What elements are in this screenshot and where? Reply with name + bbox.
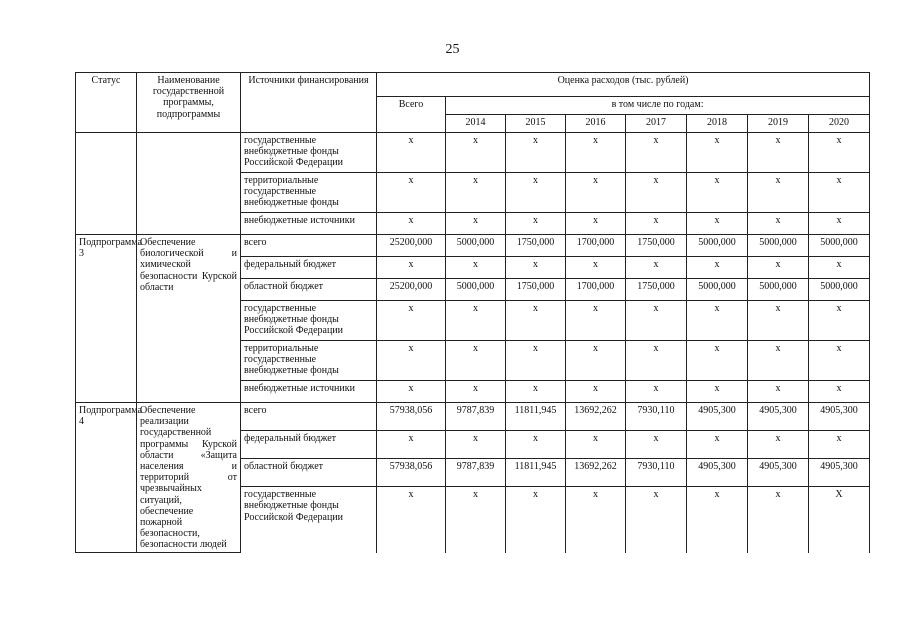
value-cell: x bbox=[506, 213, 566, 235]
program-name-header: Наименование государственной программы, подпрограммы bbox=[137, 73, 241, 133]
value-cell: x bbox=[748, 173, 809, 213]
value-cell: x bbox=[809, 173, 870, 213]
status-header: Статус bbox=[76, 73, 137, 133]
value-cell: x bbox=[506, 381, 566, 403]
funding-source-cell: внебюджетные источники bbox=[241, 381, 377, 403]
value-cell: 7930,110 bbox=[626, 403, 687, 431]
value-cell: x bbox=[446, 487, 506, 553]
value-cell: x bbox=[506, 257, 566, 279]
value-cell: x bbox=[687, 133, 748, 173]
value-cell: x bbox=[687, 301, 748, 341]
value-cell: x bbox=[809, 257, 870, 279]
program-name-cell bbox=[137, 133, 241, 235]
value-cell: 4905,300 bbox=[687, 459, 748, 487]
value-cell: x bbox=[566, 173, 626, 213]
value-cell: x bbox=[748, 213, 809, 235]
value-cell: 5000,000 bbox=[809, 279, 870, 301]
year-header: 2015 bbox=[506, 115, 566, 133]
value-cell: 7930,110 bbox=[626, 459, 687, 487]
funding-source-cell: всего bbox=[241, 403, 377, 431]
value-cell: X bbox=[809, 487, 870, 553]
funding-source-cell: государственные внебюджетные фонды Российской Федерации bbox=[241, 301, 377, 341]
value-cell: x bbox=[446, 381, 506, 403]
funding-source-cell: внебюджетные источники bbox=[241, 213, 377, 235]
value-cell: x bbox=[687, 213, 748, 235]
value-cell: x bbox=[566, 487, 626, 553]
value-cell: x bbox=[687, 341, 748, 381]
value-cell: x bbox=[687, 431, 748, 459]
value-cell: x bbox=[506, 487, 566, 553]
value-cell: x bbox=[506, 341, 566, 381]
value-cell: x bbox=[748, 487, 809, 553]
value-cell: x bbox=[446, 301, 506, 341]
value-cell: x bbox=[748, 431, 809, 459]
value-cell: x bbox=[626, 133, 687, 173]
value-cell: x bbox=[809, 133, 870, 173]
funding-source-cell: федеральный бюджет bbox=[241, 431, 377, 459]
value-cell: 5000,000 bbox=[446, 235, 506, 257]
value-cell: 5000,000 bbox=[809, 235, 870, 257]
value-cell: 5000,000 bbox=[748, 279, 809, 301]
table-row bbox=[76, 403, 870, 431]
value-cell: x bbox=[377, 431, 446, 459]
value-cell: x bbox=[687, 487, 748, 553]
value-cell: x bbox=[626, 381, 687, 403]
value-cell: x bbox=[626, 173, 687, 213]
funding-source-cell: всего bbox=[241, 235, 377, 257]
value-cell: x bbox=[626, 213, 687, 235]
value-cell: 57938,056 bbox=[377, 403, 446, 431]
value-cell: x bbox=[506, 431, 566, 459]
value-cell: 1750,000 bbox=[506, 279, 566, 301]
value-cell: 1750,000 bbox=[626, 235, 687, 257]
funding-source-cell: государственные внебюджетные фонды Российской Федерации bbox=[241, 487, 377, 553]
value-cell: x bbox=[566, 431, 626, 459]
value-cell: 4905,300 bbox=[748, 459, 809, 487]
value-cell: x bbox=[626, 301, 687, 341]
value-cell: 4905,300 bbox=[748, 403, 809, 431]
table-row bbox=[76, 235, 870, 257]
status-cell: Подпрограмма 3 bbox=[76, 235, 137, 403]
value-cell: x bbox=[566, 213, 626, 235]
value-cell: x bbox=[446, 133, 506, 173]
value-cell: x bbox=[566, 341, 626, 381]
funding-source-cell: территориальные государственные внебюджетные фонды bbox=[241, 173, 377, 213]
table-row bbox=[76, 133, 870, 173]
status-cell bbox=[76, 133, 137, 235]
year-header: 2019 bbox=[748, 115, 809, 133]
value-cell: 9787,839 bbox=[446, 459, 506, 487]
value-cell: 1700,000 bbox=[566, 235, 626, 257]
funding-sources-header: Источники финансирования bbox=[241, 73, 377, 133]
value-cell: x bbox=[687, 257, 748, 279]
value-cell: x bbox=[377, 301, 446, 341]
year-header: 2018 bbox=[687, 115, 748, 133]
value-cell: x bbox=[506, 133, 566, 173]
value-cell: 13692,262 bbox=[566, 403, 626, 431]
value-cell: 25200,000 bbox=[377, 235, 446, 257]
value-cell: x bbox=[446, 431, 506, 459]
value-cell: 13692,262 bbox=[566, 459, 626, 487]
value-cell: x bbox=[446, 341, 506, 381]
year-header: 2016 bbox=[566, 115, 626, 133]
value-cell: x bbox=[809, 381, 870, 403]
value-cell: x bbox=[809, 341, 870, 381]
value-cell: x bbox=[626, 431, 687, 459]
value-cell: 11811,945 bbox=[506, 403, 566, 431]
value-cell: 4905,300 bbox=[809, 403, 870, 431]
value-cell: x bbox=[748, 301, 809, 341]
funding-source-cell: территориальные государственные внебюджетные фонды bbox=[241, 341, 377, 381]
status-cell: Подпрограмма 4 bbox=[76, 403, 137, 553]
value-cell: x bbox=[626, 487, 687, 553]
value-cell: x bbox=[809, 301, 870, 341]
value-cell: x bbox=[748, 341, 809, 381]
value-cell: x bbox=[566, 257, 626, 279]
value-cell: 4905,300 bbox=[809, 459, 870, 487]
value-cell: x bbox=[377, 213, 446, 235]
value-cell: 9787,839 bbox=[446, 403, 506, 431]
value-cell: 5000,000 bbox=[446, 279, 506, 301]
program-name-cell: Обеспечение реализации государственной программы Курской области «Защита населения и территорий от чрезвычайных ситуаций, обеспечение пожарной безопасности, безопасности людей bbox=[137, 403, 241, 553]
value-cell: x bbox=[748, 257, 809, 279]
value-cell: x bbox=[566, 301, 626, 341]
value-cell: 4905,300 bbox=[687, 403, 748, 431]
value-cell: x bbox=[748, 381, 809, 403]
value-cell: x bbox=[566, 381, 626, 403]
value-cell: x bbox=[506, 173, 566, 213]
year-header: 2017 bbox=[626, 115, 687, 133]
value-cell: x bbox=[748, 133, 809, 173]
value-cell: x bbox=[687, 381, 748, 403]
program-name-cell: Обеспечение биологической и химической безопасности Курской области bbox=[137, 235, 241, 403]
value-cell: 5000,000 bbox=[687, 235, 748, 257]
funding-source-cell: областной бюджет bbox=[241, 459, 377, 487]
value-cell: x bbox=[687, 173, 748, 213]
total-header: Всего bbox=[377, 97, 446, 133]
value-cell: 25200,000 bbox=[377, 279, 446, 301]
value-cell: x bbox=[446, 213, 506, 235]
value-cell: x bbox=[809, 431, 870, 459]
value-cell: x bbox=[377, 487, 446, 553]
value-cell: x bbox=[377, 341, 446, 381]
funding-source-cell: областной бюджет bbox=[241, 279, 377, 301]
value-cell: x bbox=[446, 257, 506, 279]
value-cell: x bbox=[377, 173, 446, 213]
value-cell: 1750,000 bbox=[506, 235, 566, 257]
funding-source-cell: федеральный бюджет bbox=[241, 257, 377, 279]
value-cell: x bbox=[446, 173, 506, 213]
value-cell: x bbox=[626, 257, 687, 279]
expense-estimate-header: Оценка расходов (тыс. рублей) bbox=[377, 73, 870, 97]
value-cell: 5000,000 bbox=[748, 235, 809, 257]
value-cell: x bbox=[506, 301, 566, 341]
value-cell: 57938,056 bbox=[377, 459, 446, 487]
year-header: 2020 bbox=[809, 115, 870, 133]
page-number: 25 bbox=[445, 42, 460, 57]
value-cell: x bbox=[566, 133, 626, 173]
value-cell: 1700,000 bbox=[566, 279, 626, 301]
value-cell: 1750,000 bbox=[626, 279, 687, 301]
value-cell: 11811,945 bbox=[506, 459, 566, 487]
expense-estimate-table bbox=[75, 72, 870, 553]
value-cell: 5000,000 bbox=[687, 279, 748, 301]
value-cell: x bbox=[809, 213, 870, 235]
funding-source-cell: государственные внебюджетные фонды Российской Федерации bbox=[241, 133, 377, 173]
value-cell: x bbox=[626, 341, 687, 381]
value-cell: x bbox=[377, 133, 446, 173]
value-cell: x bbox=[377, 381, 446, 403]
by-years-header: в том числе по годам: bbox=[446, 97, 870, 115]
value-cell: x bbox=[377, 257, 446, 279]
year-header: 2014 bbox=[446, 115, 506, 133]
